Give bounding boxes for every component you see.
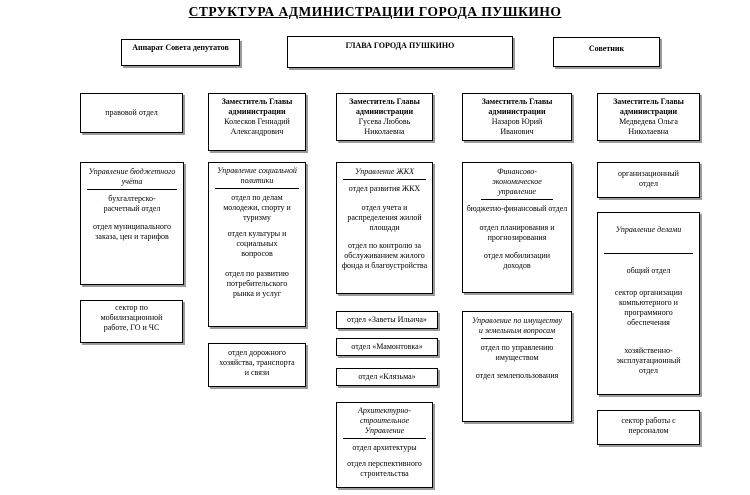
divider [604, 253, 693, 254]
deputy-name: Гусева Любовь Николаевна [358, 117, 411, 136]
legal-department-label: правовой отдел [105, 108, 158, 117]
architecture-directorate-box [336, 402, 433, 488]
deputy-head-box [597, 93, 700, 141]
city-head-box [287, 36, 513, 68]
deputy-name: Назаров Юрий Иванович [491, 117, 543, 136]
architecture-item: отдел архитектуры [352, 443, 417, 452]
housing-directorate-title: Управление ЖКХ [355, 167, 414, 176]
social-item: отдел по делам молодежи, спорту и туризму [223, 193, 291, 222]
zavety-ilyicha-label: отдел «Заветы Ильича» [347, 315, 427, 324]
architecture-item: отдел перспективного строительства [347, 459, 422, 478]
roads-department-box [208, 343, 306, 387]
property-item: отдел землепользования [475, 371, 559, 380]
housing-item: отдел развития ЖКХ [348, 184, 421, 193]
mamontovka-department-box [336, 338, 438, 356]
property-directorate-title: Управление по имуществу и земельным вопросам [471, 316, 563, 335]
deputy-title: Заместитель Главы администрации [613, 97, 684, 116]
social-item: отдел культуры и социальных вопросов [227, 229, 287, 258]
housing-item: отдел по контролю за обслуживанием жилого фонда и благоустройства [341, 241, 428, 270]
roads-department-label: отдел дорожного хозяйства, транспорта и связи [219, 348, 295, 377]
klyazma-label: отдел «Клязьма» [358, 372, 416, 381]
housing-item: отдел учета и распределения жилой площади [347, 203, 422, 232]
finance-economic-directorate-box [462, 162, 572, 293]
deputy-head-box [208, 93, 306, 151]
legal-department-box [80, 93, 183, 133]
advisor-box [553, 37, 660, 67]
budget-item: отдел муниципального заказа, цен и тарифов [93, 222, 171, 241]
page-title: СТРУКТУРА АДМИНИСТРАЦИИ ГОРОДА ПУШКИНО [188, 4, 562, 19]
deputy-name: Колесков Геннадий Александрович [224, 117, 290, 136]
council-apparatus-label: Аппарат Совета депутатов [132, 43, 229, 52]
personnel-sector-box [597, 410, 700, 445]
advisor-label: Советник [588, 44, 625, 53]
affairs-item: хозяйственно-эксплуатационный отдел [616, 346, 681, 375]
affairs-item: общий отдел [626, 266, 671, 275]
deputy-title: Заместитель Главы администрации [221, 97, 293, 116]
klyazma-department-box [336, 368, 438, 386]
zavety-ilyicha-department-box [336, 311, 438, 329]
divider [87, 189, 177, 190]
organizational-department-label: организационный отдел [618, 169, 679, 188]
divider [481, 199, 553, 200]
finance-item: бюджетно-финансовый отдел [466, 204, 568, 213]
affairs-item: сектор организации компьютерного и программного обеспечения [614, 288, 683, 327]
divider [481, 338, 553, 339]
finance-item: отдел планирования и прогнозирования [479, 223, 555, 242]
mobilization-sector-label: сектор по мобилизационной работе, ГО и ЧС [100, 303, 163, 332]
affairs-directorate-title: Управление делами [615, 225, 682, 234]
city-head-label: ГЛАВА ГОРОДА ПУШКИНО [345, 41, 455, 50]
personnel-sector-label: сектор работы с персоналом [621, 416, 676, 435]
social-item: отдел по развитию потребительского рынка и услуг [225, 269, 289, 298]
mamontovka-label: отдел «Мамонтовка» [351, 342, 423, 351]
budget-accounting-directorate-box [80, 162, 184, 285]
social-directorate-title: Управление социальной политики [217, 166, 297, 185]
administration-affairs-directorate-box [597, 212, 700, 395]
deputy-head-box [462, 93, 572, 141]
deputy-head-box [336, 93, 433, 141]
social-policy-directorate-box [208, 162, 306, 327]
divider [215, 188, 299, 189]
property-item: отдел по управлению имуществом [480, 343, 554, 362]
housing-directorate-box [336, 162, 433, 294]
budget-item: бухгалтерско-расчетный отдел [103, 194, 161, 213]
budget-directorate-title: Управление бюджетного учёта [88, 167, 176, 186]
divider [343, 179, 426, 180]
deputy-name: Медведева Ольга Николаевна [619, 117, 678, 136]
council-apparatus-box [121, 39, 240, 66]
finance-item: отдел мобилизации доходов [483, 251, 551, 270]
divider [343, 438, 426, 439]
architecture-directorate-title: Архитектурно-строительное Управление [358, 406, 411, 435]
deputy-title: Заместитель Главы администрации [481, 97, 553, 116]
mobilization-sector-box [80, 300, 183, 343]
property-land-directorate-box [462, 311, 572, 422]
organizational-department-box [597, 162, 700, 198]
deputy-title: Заместитель Главы администрации [349, 97, 420, 116]
finance-directorate-title: Финансово-экономическое управление [492, 167, 542, 196]
